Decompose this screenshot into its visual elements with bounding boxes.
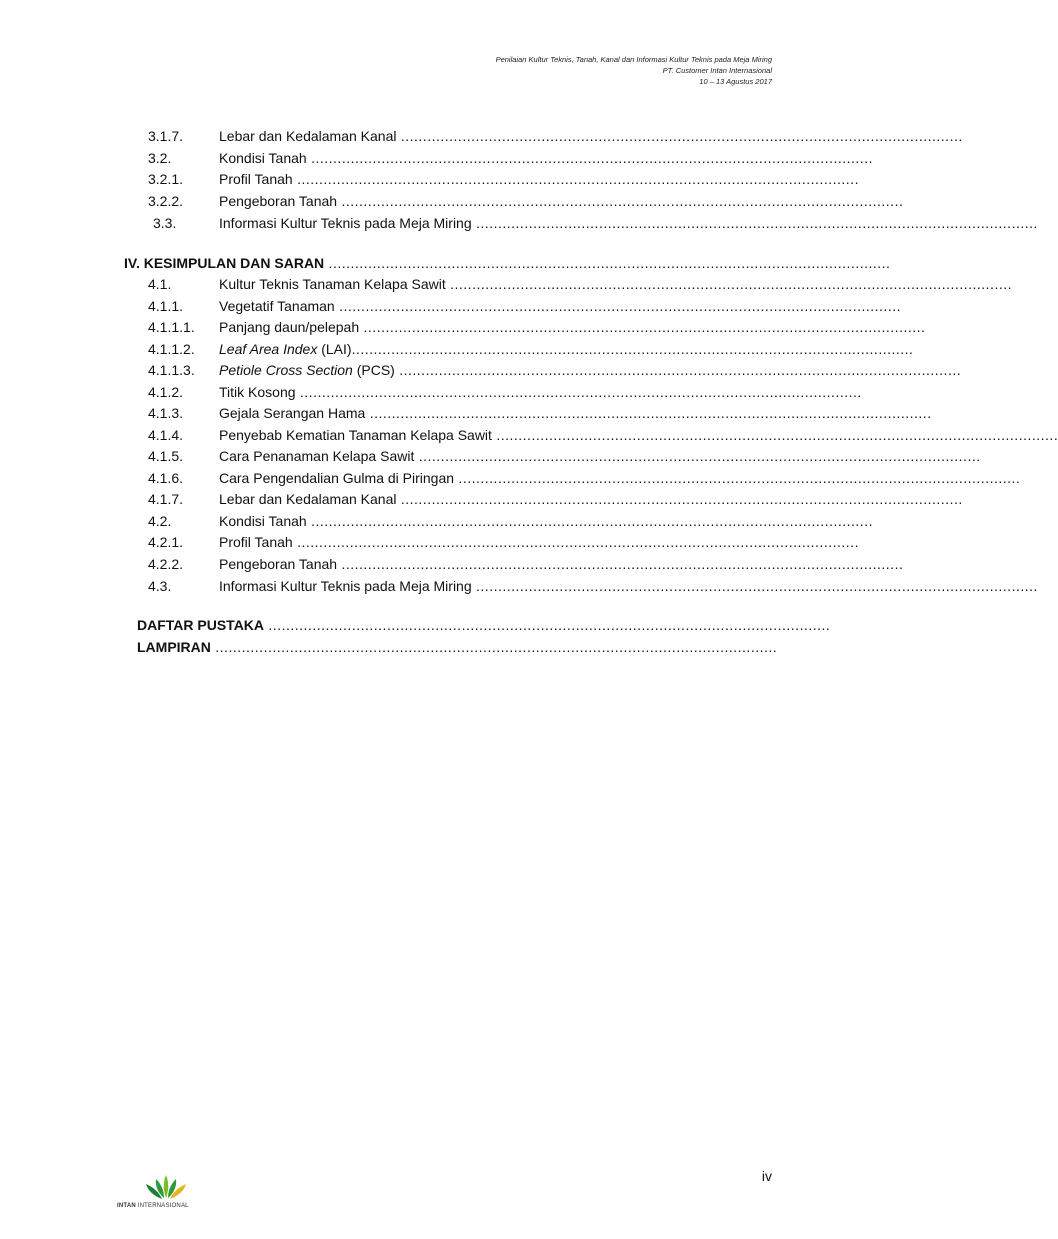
header-document-title: Penilaian Kultur Teknis, Tanah, Kanal dan Informasi Kultur Teknis pada Meja Miring [495,55,772,64]
logo-wordmark [117,1203,217,1209]
toc-entry-title: Profil Tanah [219,534,293,550]
toc-entry-title: Pengeboran Tanah [219,556,338,572]
page-number: iv [761,1168,772,1184]
toc-entry-number: 4.2.1. [148,534,184,550]
toc-entry-number: 3.1.7. [148,128,184,144]
toc-entry-title: DAFTAR PUSTAKA [137,617,265,633]
toc-entry-title: Profil Tanah [219,171,293,187]
company-logo [117,1174,217,1209]
toc-entry-number: 4.1.3. [148,405,184,421]
toc-entry-title-italic: Petiole Cross Section [219,362,353,378]
toc-entry-number: 3.2.1. [148,171,184,187]
toc-entry-title: LAMPIRAN [137,639,211,655]
toc-entry-title: Cara Pengendalian Gulma di Piringan [219,470,455,486]
toc-entry-title [219,341,352,357]
toc-entry-title: Penyebab Kematian Tanaman Kelapa Sawit [219,427,492,443]
toc-entry-title [219,362,395,378]
toc-entry-number: 3.2. [148,150,172,166]
toc-entry-title: Lebar dan Kedalaman Kanal [219,491,397,507]
toc-entry-title: Titik Kosong [219,384,296,400]
toc-entry-number: 4.2. [148,513,172,529]
toc-entry-title: Kultur Teknis Tanaman Kelapa Sawit [219,276,446,292]
toc-entry-number: 4.1.6. [148,470,184,486]
toc-entry-title: Gejala Serangan Hama [219,405,366,421]
logo-wordmark-bold: INTAN [117,1203,136,1209]
toc-entry-title: IV. KESIMPULAN DAN SARAN [124,255,325,271]
toc-entry-title: Lebar dan Kedalaman Kanal [219,128,397,144]
toc-entry-title: Kondisi Tanah [219,150,307,166]
toc-entry-number: 4.2.2. [148,556,184,572]
toc-entry-number: 4.1. [148,276,172,292]
toc-entry-title: Informasi Kultur Teknis pada Meja Miring [219,215,472,231]
toc-entry-title: Informasi Kultur Teknis pada Meja Miring [219,578,472,594]
toc-entry-number: 4.1.4. [148,427,184,443]
header-company: PT. Customer Intan Internasional [662,66,772,75]
toc-entry-title: Vegetatif Tanaman [219,298,335,314]
toc-entry-number: 4.1.7. [148,491,184,507]
toc-entry-number: 4.1.2. [148,384,184,400]
toc-entry-title: Kondisi Tanah [219,513,307,529]
toc-entry-number: 4.1.1.1. [148,319,195,335]
toc-entry-number: 4.1.1.2. [148,341,195,357]
toc-entry-number: 4.3. [148,578,172,594]
header-date: 10 – 13 Agustus 2017 [699,77,772,86]
toc-entry-number: 4.1.1.3. [148,362,195,378]
logo-wordmark-rest: INTERNASIONAL [135,1203,189,1209]
toc-entry-number: 4.1.1. [148,298,184,314]
toc-entry-title: Panjang daun/pelepah [219,319,360,335]
toc-entry-number: 4.1.5. [148,448,184,464]
toc-entry-title: Pengeboran Tanah [219,193,338,209]
toc-entry-number: 3.3. [153,215,177,231]
running-header [496,54,772,87]
toc-entry-title-rest: (LAI) [317,341,352,357]
toc-entry-title-italic: Leaf Area Index [219,341,318,357]
toc-entry-title: Cara Penanaman Kelapa Sawit [219,448,415,464]
toc-entry-title-rest: (PCS) [352,362,395,378]
leaf-logo-icon [143,1174,189,1200]
toc-entry-number: 3.2.2. [148,193,184,209]
